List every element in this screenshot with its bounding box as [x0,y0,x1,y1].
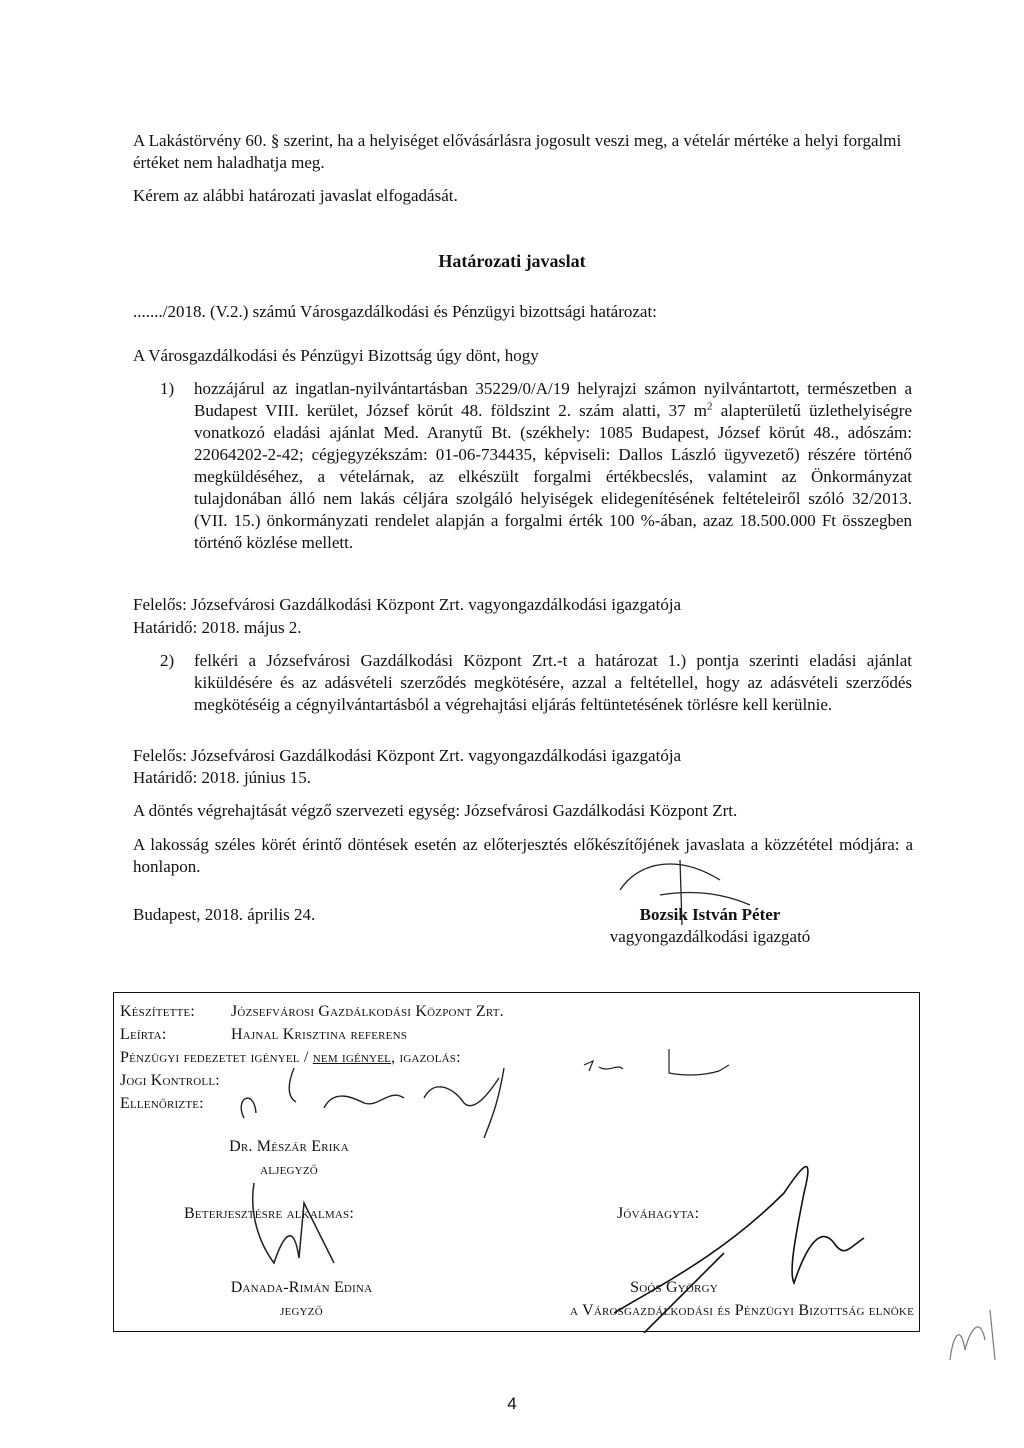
request-text: Kérem az alábbi határozati javaslat elfogadását. [133,186,458,205]
deputy-name: Dr. Mészár Erika [229,1138,349,1155]
checked-label: Ellenőrizte: [120,1095,204,1112]
checker-signature-scribble [214,1058,534,1138]
margin-initials-scribble [940,1300,1010,1370]
finance-label: Pénzügyi fedezetet igényel / [120,1049,313,1066]
legal-control-label: Jogi Kontroll: [120,1072,220,1089]
prepared-label: Készítette: [120,1003,196,1020]
signature-block [560,904,860,948]
item-1-deadline: Határidő: 2018. május 2. [133,618,302,637]
deputy-title: aljegyző [260,1161,318,1178]
approval-box [113,992,920,1332]
superscript: 2 [707,400,713,413]
place-date: Budapest, 2018. április 24. [133,905,316,924]
item-2-deadline: Határidő: 2018. június 15. [133,768,312,787]
item-2-responsible: Felelős: Józsefvárosi Gazdálkodási Központ Zrt. vagyongazdálkodási igazgatója [133,746,682,765]
signer-role: vagyongazdálkodási igazgató [609,927,811,946]
finance-selected: nem igényel [312,1049,392,1066]
executor-text: A döntés végrehajtását végző szervezeti egység: Józsefvárosi Gazdálkodási Központ Zrt. [133,801,738,820]
prepared-value: Józsefvárosi Gazdálkodási Központ Zrt. [231,1003,504,1020]
item-text: felkéri a Józsefvárosi Gazdálkodási Központ Zrt.-t a határozat 1.) pontja szerinti eladási ajánlat kiküldésére és az adásvételi szerződés megkötésére, azzal a feltétellel, hogy az adásvételi szerződés megkötéséig a cégnyilvántartásból a végrehajtási eljárás feltüntetésének törlésre kell kerülnie. [194,651,912,714]
finance-suffix: , igazolás: [391,1049,461,1066]
wrote-value: Hajnal Krisztina referens [231,1026,408,1043]
resolution-reference: ......./2018. (V.2.) számú Városgazdálkodási és Pénzügyi bizottsági határozat: [133,302,657,321]
publication-text: A lakosság széles körét érintő döntések esetén az előterjesztés előkészítőjének javaslata a közzététel módjára: a honlapon. [133,835,913,876]
notary-title: jegyző [280,1302,323,1319]
request-paragraph [133,185,913,207]
signer-name: Bozsik István Péter [639,905,781,924]
chair-name: Soós György [630,1279,718,1296]
resolution-item-2 [160,650,912,716]
approved-label: Jóváhagyta: [617,1205,700,1222]
item-number: 2) [160,651,175,670]
chair-title: a Városgazdálkodási és Pénzügyi Bizottság elnöke [570,1302,914,1319]
finance-initials-scribble [579,1043,759,1083]
submit-label: Beterjesztésre alkalmas: [184,1205,354,1222]
resolution-item-1 [160,378,912,554]
proposal-title: Határozati javaslat [438,251,586,271]
notary-name: Danada-Rimán Edina [230,1279,373,1296]
intro-paragraph [133,130,913,174]
item-text: hozzájárul az ingatlan-nyilvántartásban 35229/0/A/19 helyrajzi számon nyilvántartott, természetben a Budapest VIII. kerület, József körút 48. földszint 2. szám alatti, 37 $m^2$ alapterületű üzlethelyiségre vonatkozó eladási ajánlat Med. Aranytű Bt. (székhely: 1085 Budapest, József körút 48., adószám: 22064202-2-42; cégjegyzékszám: 01-06-734435, képviseli: Dallos László ügyvezető) részére történő megküldéséhez, a vételárnak, az elkészült forgalmi értékbecslés, valamint az Önkormányzat tulajdonában álló nem lakás céljára szolgáló helyiségek elidegenítésének feltételeiről szóló 32/2013. (VII. 15.) önkormányzati rendelet alapján a forgalmi érték 100 %-ában, azaz 18.500.000 Ft összegben történő közlése mellett. [194,379,912,552]
item-number: 1) [160,379,175,398]
item-1-responsible: Felelős: Józsefvárosi Gazdálkodási Központ Zrt. vagyongazdálkodási igazgatója [133,595,682,614]
wrote-label: Leírta: [120,1026,167,1043]
finance-line [120,1047,461,1069]
decision-intro: A Városgazdálkodási és Pénzügyi Bizottság úgy dönt, hogy [133,346,539,365]
page-number: 4 [507,1394,517,1413]
intro-text: A Lakástörvény 60. § szerint, ha a helyiséget elővásárlásra jogosult veszi meg, a vételár mértéke a helyi forgalmi értéket nem haladhatja meg. [133,131,902,172]
